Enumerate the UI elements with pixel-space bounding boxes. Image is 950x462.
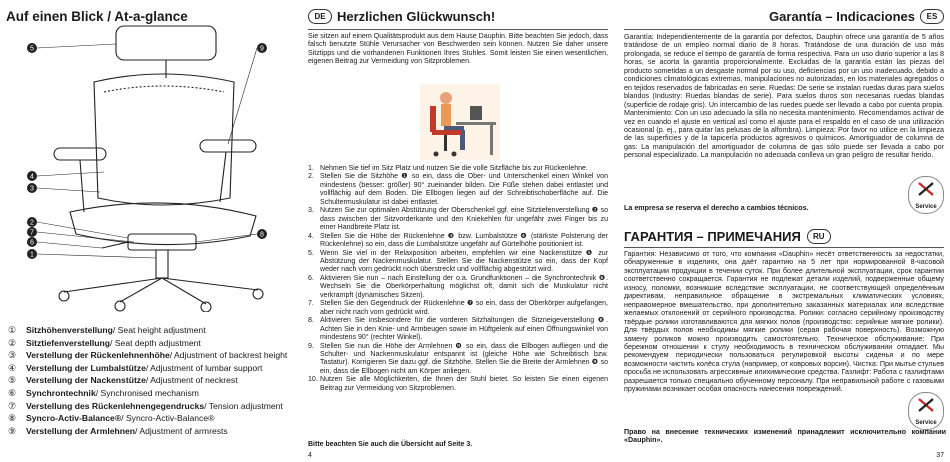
legend-item: ③ Verstellung der Rückenlehnenhöhe / Adjustment of backrest height [8, 350, 288, 361]
service-label: Service [915, 204, 937, 210]
wrench-icon [909, 177, 943, 199]
left-column [0, 0, 296, 462]
russian-title: ГАРАНТИЯ – ПРИМЕЧАНИЯ [624, 229, 801, 244]
callout-6-label: 6 [30, 239, 34, 247]
legend-item: ⑨ Verstellung der Armlehnen / Adjustment of armrests [8, 425, 228, 436]
header-rule [624, 247, 944, 248]
list-item: 8. Aktivieren Sie insbesondere für die vorderen Sitzhaltungen die Sitzneigeverstellung ❽. Achten Sie in den Knie- und Armbeugen sowie im Hüftgelenk auf einen Öffnungswinkel von mindestens 90° (rechter Winkel). [308, 317, 608, 342]
callout-8-label: 8 [260, 231, 264, 239]
header-rule [624, 29, 944, 30]
spanish-title: Garantía – Indicaciones [769, 9, 915, 24]
language-badge-de: DE [308, 9, 332, 24]
language-badge-ru: RU [807, 229, 831, 244]
german-column [304, 0, 612, 462]
header-rule [308, 29, 608, 30]
callout-2-label: 2 [30, 219, 34, 227]
service-icon [908, 176, 944, 214]
russian-header [624, 229, 831, 244]
legend-item: ⑧ Syncro-Activ-Balance® / Syncro-Activ-Balance® [8, 413, 215, 424]
sitting-tips-list [308, 165, 608, 393]
callout-1-label: 1 [30, 251, 34, 259]
russian-warranty-text: Гарантия: Независимо от того, что компания «Dauphin» несёт ответственность за недостатки, обнаруженные в изделиях, она даёт гарантию на 5 лет при нормированной 8-часовой эксплуатации продукции в течении суток. При более длительной эксплуатации, срок гарантии соответственно сокращается. Гарантия не подлежат детали изделий, подверженные общему износу, поломки, возникшие вследствие эксплуатации, не соответствующей определённым директивам, неправильное обращение в экстремальных климатических условиях, неправомерное вмешательство, при дополнительно заказанных материалах или вследствие желаемых отклонений от серийного производства. Ролики: согласно серийному производству твёрдые ролики изготавливаются для мягких полов (производство: серийные мягкие ролики). Для твёрдых полов необходимы мягкие ролики (серая рабочая поверхность). Возможную замену роликов можно производить самостоятельно. Техническое обслуживание: При бережном отношении к стулу необходимость в техническом обслуживании отпадает. Мы рекомендуем периодически пользоваться регулировкой высоты сиденья и по мере возможности чистить колёса стула (например, от ковровых ворсин). Чистка: При мытье стульев просьба не использовать агрессивные илихимические средства. Газлифт: Работа с газлифтами разрешается только специально обученному персоналу. При неправильной работе с газовыми пружинами возникает особая опасность нанесения повреждений. [624, 250, 944, 394]
list-item: 2. Stellen Sie die Sitzhöhe ❶ so ein, dass die Ober- und Unterschenkel einen Winkel von mindestens (besser: größer) 90° zueinander bilden. Die Füße stehen dabei entlastet und vollflächig auf dem Boden. Die Ellbogen liegen auf der Schreibtischoberfläche auf. Die Schultermuskulatur ist dabei entlastet. [308, 173, 608, 206]
footer-note: Bitte beachten Sie auch die Übersicht auf Seite 3. [308, 441, 473, 448]
page-number-left: 4 [308, 452, 312, 459]
spanish-warranty-text: Garantía: Independientemente de la garantía por defectos, Dauphin ofrece una garantía de 5 años tratándose de un empleo normal diario de 8 horas. Tratándose de una duración de uso más prolongada, se reduce el tiempo de garantía de forma respectiva. Para un uso diario superior a las 8 horas, se acorta la garantía proporcionalmente. Excluidas de la garantía están las piezas del producto sometidas a un desgaste normal por su uso, deficiencias por un uso inadecuado, debido a condiciones climatológicas extremas, manipulaciones no autorizadas, en los materiales agregados o en tejidos reservados de fabricadas en serie. Ruedas: De serie se instalan ruedas duras para suelos blandos (Industry: Ruedas blandas de serie). Para suelos duros son necesarias ruedas blandas (superficie de rodaje gris). Un intercambio de las ruedes puede ser llevado a cabo por cuenta propia. Mantenimiento: Con un uso adecuado la silla no necesita mantenimiento. Recomendamos activar de vez en cuando el ajuste en vertical así como el ajuste para el respaldo en el caso de una utilización ocasional (p. ej., para quitar las pelusas de la alfombra). Limpieza: Por favor no utilice en la limpieza de las superficies y de la tapicería productos agresivos o químicos. Amortiguador de columna de gas: La manipulación del amortiguador de columna de gas sólo puede ser llevada a cabo por personal especializado. La manipulación no adecuada conlleva un gran peligro de resultar herido. [624, 33, 944, 160]
list-item: 6. Aktivieren Sie nun – nach Einstellung der o.a. Grundfunktionen – die Synchrontechnik ❻. Wechseln Sie die Oberkörperhaltung möglichst oft, damit sich die Muskulatur nicht verkrampft (dynamisches Sitzen). [308, 274, 608, 299]
service-label: Service [915, 420, 937, 426]
legend-item: ⑤ Verstellung der Nackenstütze / Adjustment of neckrest [8, 375, 238, 386]
list-item: 10. Nutzen Sie alle Möglichkeiten, die Ihnen der Stuhl bietet. So leisten Sie einen eigenen Beitrag zur Vermeidung von Sitzproblemen. [308, 376, 608, 392]
language-badge-es: ES [920, 9, 944, 24]
russian-reserve-note: Право на внесение технических изменений принадлежит исключительно компании «Dauphin». [624, 428, 946, 445]
legend-item: ⑦ Verstellung des Rückenlehnengegendrucks / Tension adjustment [8, 400, 283, 411]
callout-5-label: 5 [30, 45, 34, 53]
list-item: 1. Nehmen Sie tief im Sitz Platz und nutzen Sie die volle Sitzfläche bis zur Rückenlehne. [308, 165, 588, 172]
service-icon [908, 392, 944, 430]
legend-item: ④ Verstellung der Lumbalstütze / Adjustment of lumbar support [8, 362, 263, 373]
german-intro: Sie sitzen auf einem Qualitätsprodukt aus dem Hause Dauphin. Bitte beachten Sie jedoch, dass falsch benutzte Stühle Verursacher von Beschwerden sein können. Nutzen Sie daher unsere Sitztipps und die vorhandenen Funktionen Ihres Stuhles. Somit leisten Sie einen wesentlichen, eigenen Beitrag zur Vermeidung von Sitzproblemen. [308, 33, 608, 66]
warranty-column [620, 0, 950, 462]
overview-title: Auf einen Blick / At-a-glance [6, 9, 188, 24]
german-header [308, 9, 495, 24]
list-item: 5. Wenn Sie viel in der Relaxposition arbeiten, empfehlen wir eine Nackenstütze ❺ zur Abstützung der Nackenmuskulatur. Stellen Sie die Nackenstütze so ein, dass der Kopf weder nach vorn gedrückt noch überstreckt und vollflächig abgestützt wird. [308, 249, 608, 274]
list-item: 3. Nutzen Sie zur optimalen Abstützung der Oberschenkel ggf. eine Sitztiefenverstellung ❷ so dass zwischen der Sitzvorderkante und den Kniekehlen für ungefähr zwei Finger bis zu einer Handbreite Platz ist. [308, 207, 608, 232]
legend-item: ② Sitztiefenverstellung / Seat depth adjustment [8, 337, 201, 348]
list-item: 4. Stellen Sie die Höhe der Rückenlehne ❸ bzw. Lumbalstütze ❹ (stärkste Polsterung der Rückenlehne) so ein, dass die Lumbalstütze ungefähr auf Gürtelhöhe positioniert ist. [308, 232, 608, 249]
spanish-header [769, 9, 944, 24]
spanish-reserve-note: La empresa se reserva el derecho a cambios técnicos. [624, 204, 809, 212]
callout-9-label: 9 [260, 45, 264, 53]
legend-item: ⑥ Synchrontechnik / Synchronised mechanism [8, 387, 199, 398]
callout-3-label: 3 [30, 185, 34, 193]
sitting-posture-illustration [420, 84, 500, 160]
callout-4-label: 4 [30, 173, 34, 181]
list-item: 9. Stellen Sie nun die Höhe der Armlehnen ❾ so ein, dass die Ellbogen aufliegen und die Schulter- und Nackenmuskulatur entspannt ist (gleiche Höhe wie Schreibtisch bzw. Tastatur). Korrigieren Sie dazu ggf. die Sitzhöhe. Stellen Sie die Breite der Armlehnen ❾ so ein, dass die Ellbogen nicht am Körper anliegen. [308, 342, 608, 375]
german-title: Herzlichen Glückwunsch! [337, 9, 496, 24]
chair-diagram [24, 22, 284, 312]
wrench-icon [909, 393, 943, 415]
callout-7-label: 7 [30, 229, 34, 237]
legend-item: ① Sitzhöhenverstellung / Seat height adjustment [8, 325, 206, 335]
list-item: 7. Stellen Sie den Gegendruck der Rückenlehne ❼ so ein, dass der Oberkörper aufgefangen, aber nicht nach vorn gedrückt wird. [308, 300, 608, 316]
page-number-right: 37 [936, 452, 944, 459]
legend-list [8, 324, 298, 437]
